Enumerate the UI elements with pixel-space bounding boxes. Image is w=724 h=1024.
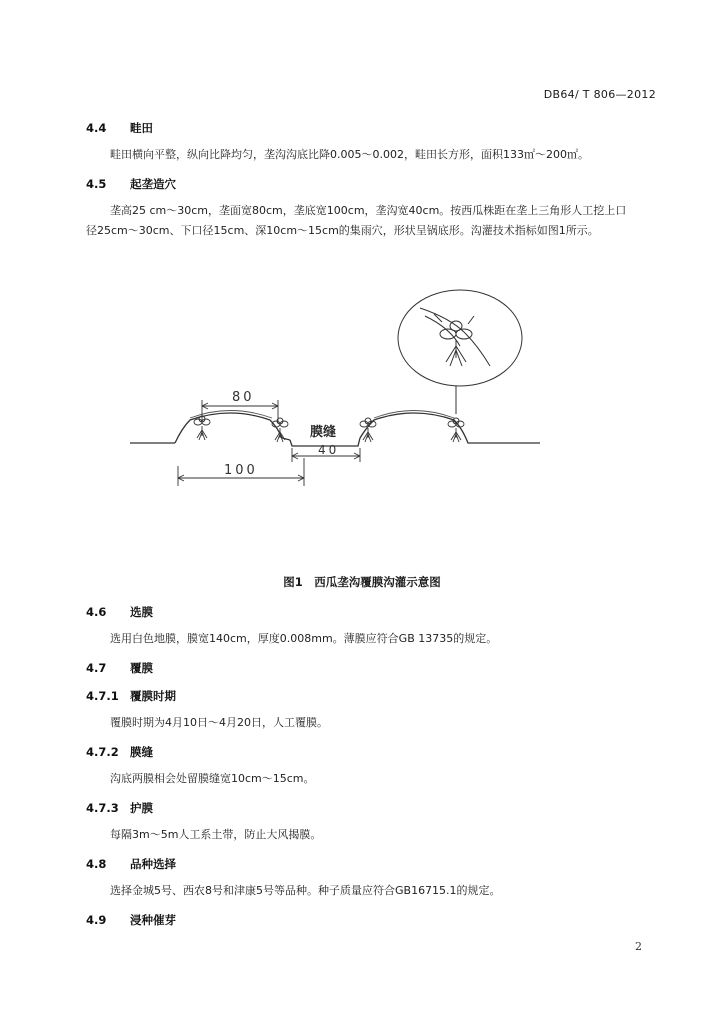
section-title: 覆膜时期 [130,689,176,703]
heading-4-8 [86,856,176,872]
magnified-plant-callout [398,290,522,414]
section-title: 膜缝 [130,745,153,759]
figure-caption: 图1 西瓜垄沟覆膜沟灌示意图 [283,575,441,589]
section-number: 4.6 [86,605,107,619]
page-number: 2 [635,940,642,953]
label-80: 80 [232,390,255,405]
label-40: 40 [318,443,340,457]
section-number: 4.9 [86,913,107,927]
ridge-furrow-diagram [120,288,550,498]
section-title: 选膜 [130,605,153,619]
paragraph-4-5-line1: 垄高25 cm～30cm，垄面宽80cm，垄底宽100cm，垄沟宽40cm。按西瓜株距在垄上三角形人工挖上口 [110,204,627,217]
section-title: 品种选择 [130,857,176,871]
section-number: 4.8 [86,857,107,871]
section-title: 起垄造穴 [130,177,176,191]
heading-4-7 [86,660,153,676]
label-film-gap: 膜缝 [310,425,337,440]
heading-4-4 [86,120,153,136]
paragraph-4-7-2: 沟底两膜相会处留膜缝宽10cm～15cm。 [110,772,315,785]
paragraph-4-4: 畦田横向平整，纵向比降均匀，垄沟沟底比降0.005～0.002，畦田长方形，面积133㎡～200㎡。 [110,148,589,161]
section-number: 4.7.2 [86,745,119,759]
heading-4-9 [86,912,176,928]
section-number: 4.7.1 [86,689,119,703]
heading-4-7-2 [86,744,153,760]
label-100: 100 [224,463,258,478]
section-number: 4.7.3 [86,801,119,815]
section-number: 4.5 [86,177,107,191]
section-title: 护膜 [130,801,153,815]
section-title: 浸种催芽 [130,913,176,927]
diagram-svg [120,288,550,498]
paragraph-4-7-3: 每隔3m～5m人工系土带，防止大风揭膜。 [110,828,322,841]
paragraph-4-8: 选择金城5号、西农8号和津康5号等品种。种子质量应符合GB16715.1的规定。 [110,884,501,897]
paragraph-4-6: 选用白色地膜，膜宽140cm，厚度0.008mm。薄膜应符合GB 13735的规定。 [110,632,498,645]
section-title: 畦田 [130,121,153,135]
heading-4-6 [86,604,153,620]
section-number: 4.7 [86,661,107,675]
section-title: 覆膜 [130,661,153,675]
section-number: 4.4 [86,121,107,135]
heading-4-5 [86,176,176,192]
plant-icon [360,418,376,442]
paragraph-4-5-line2: 径25cm～30cm、下口径15cm、深10cm～15cm的集雨穴，形状呈锅底形。沟灌技术指标如图1所示。 [86,224,599,237]
heading-4-7-3 [86,800,153,816]
paragraph-4-7-1: 覆膜时期为4月10日～4月20日，人工覆膜。 [110,716,328,729]
page-header-code: DB64/ T 806—2012 [543,88,656,101]
heading-4-7-1 [86,688,176,704]
